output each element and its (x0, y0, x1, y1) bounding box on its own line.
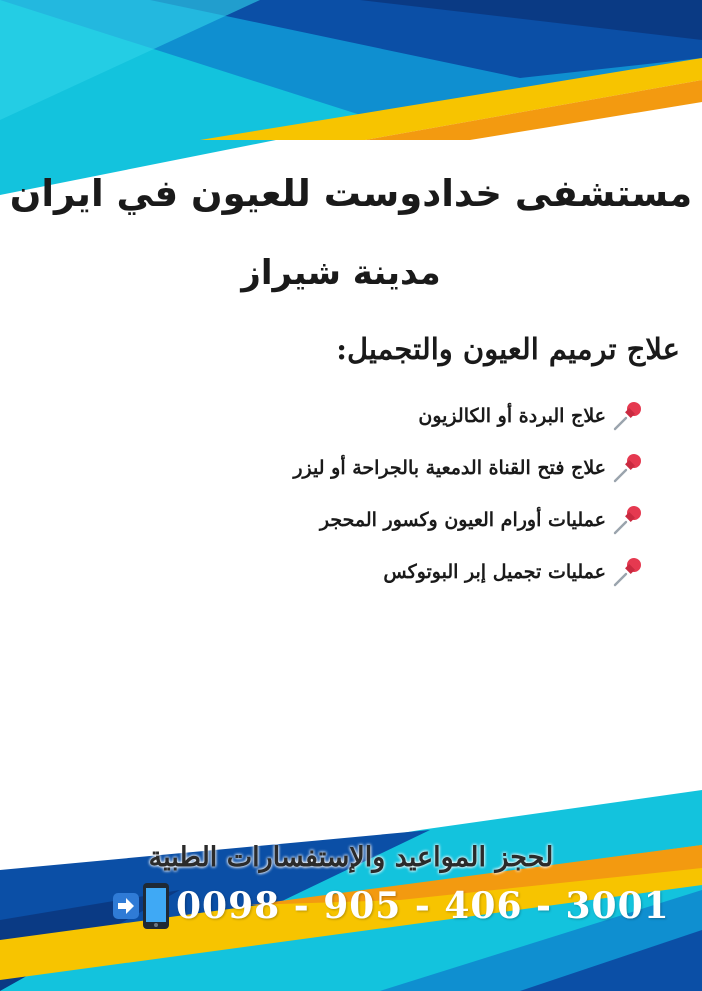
phone-row (112, 882, 670, 930)
pushpin-icon (612, 504, 644, 536)
pushpin-icon (612, 452, 644, 484)
list-item (293, 390, 644, 442)
list-item (293, 494, 644, 546)
service-label: علاج فتح القناة الدمعية بالجراحة أو ليزر (293, 457, 606, 479)
section-heading: علاج ترميم العيون والتجميل: (336, 332, 680, 366)
mobile-phone-icon (142, 882, 170, 930)
pushpin-icon (612, 556, 644, 588)
top-decorative-banner (0, 0, 702, 200)
services-list (293, 390, 644, 598)
booking-text: لحجز المواعيد والإستفسارات الطبية (148, 842, 554, 873)
list-item (293, 546, 644, 598)
service-label: عمليات أورام العيون وكسور المحجر (319, 509, 606, 531)
service-label: عمليات تجميل إبر البوتوكس (383, 561, 606, 583)
phone-number: 0098 - 905 - 406 - 3001 (176, 885, 670, 927)
list-item (293, 442, 644, 494)
city-subtitle: مدينة شيراز (241, 253, 441, 293)
arrow-right-icon (112, 892, 140, 920)
hospital-title: مستشفى خدادوست للعيون في ايران (9, 172, 693, 215)
service-label: علاج البردة أو الكالزيون (418, 405, 606, 427)
pushpin-icon (612, 400, 644, 432)
